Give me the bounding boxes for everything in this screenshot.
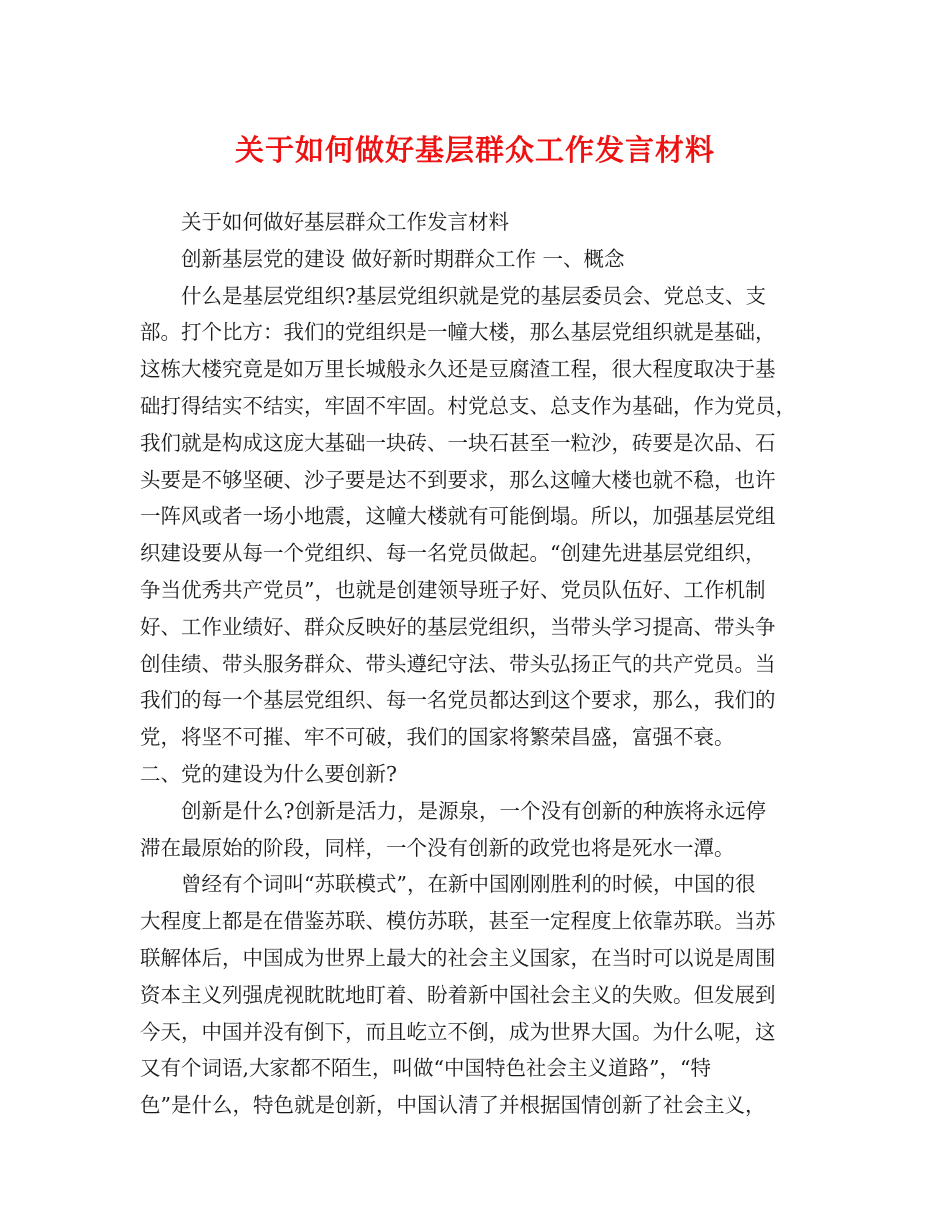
- body-line: 部。打个比方：我们的党组织是一幢大楼，那么基层党组织就是基础，: [140, 320, 776, 345]
- body-line: 争当优秀共产党员”，也就是创建领导班子好、党员队伍好、工作机制: [140, 577, 766, 602]
- body-line: 又有个词语,大家都不陌生，叫做“中国特色社会主义道路”，“特: [140, 1056, 711, 1081]
- body-line: 础打得结实不结实，牢固不牢固。村党总支、总支作为基础，作为党员，: [140, 393, 796, 418]
- body-line: 滞在最原始的阶段，同样，一个没有创新的政党也将是死水一潭。: [140, 835, 735, 860]
- body-line: 什么是基层党组织?基层党组织就是党的基层委员会、党总支、支: [181, 283, 766, 308]
- body-line: 织建设要从每一个党组织、每一名党员做起。“创建先进基层党组织，: [140, 541, 766, 566]
- body-line: 创新基层党的建设 做好新时期群众工作 一、概念: [181, 246, 625, 271]
- body-line: 关于如何做好基层群众工作发言材料: [181, 210, 509, 234]
- body-line: 联解体后，中国成为世界上最大的社会主义国家，在当时可以说是周围: [140, 945, 776, 970]
- body-line: 资本主义列强虎视眈眈地盯着、盼着新中国社会主义的失败。但发展到: [140, 982, 776, 1007]
- body-line: 好、工作业绩好、群众反映好的基层党组织，当带头学习提高、带头争: [140, 614, 776, 639]
- body-line: 一阵风或者一场小地震，这幢大楼就有可能倒塌。所以，加强基层党组: [140, 504, 776, 529]
- body-line: 我们就是构成这庞大基础一块砖、一块石甚至一粒沙，砖要是次品、石: [140, 430, 776, 455]
- body-line: 色”是什么，特色就是创新，中国认清了并根据国情创新了社会主义，: [140, 1093, 766, 1118]
- body-line: 我们的每一个基层党组织、每一名党员都达到这个要求，那么，我们的: [140, 688, 776, 713]
- body-line: 头要是不够坚硬、沙子要是达不到要求，那么这幢大楼也就不稳，也许: [140, 467, 776, 492]
- body-line: 这栋大楼究竟是如万里长城般永久还是豆腐渣工程，很大程度取决于基: [140, 357, 776, 382]
- document-body: [140, 204, 826, 1124]
- body-line: 今天，中国并没有倒下，而且屹立不倒，成为世界大国。为什么呢，这: [140, 1019, 776, 1044]
- body-line: 二、党的建设为什么要创新?: [140, 761, 397, 786]
- body-line: 党，将坚不可摧、牢不可破，我们的国家将繁荣昌盛，富强不衰。: [140, 725, 735, 750]
- body-line: 创佳绩、带头服务群众、带头遵纪守法、带头弘扬正气的共产党员。当: [140, 651, 776, 676]
- document-title: 关于如何做好基层群众工作发言材料: [234, 133, 715, 167]
- body-line: 创新是什么?创新是活力，是源泉，一个没有创新的种族将永远停: [181, 798, 766, 823]
- body-line: 曾经有个词叫“苏联模式”，在新中国刚刚胜利的时候，中国的很: [181, 872, 756, 897]
- body-line: 大程度上都是在借鉴苏联、模仿苏联，甚至一定程度上依靠苏联。当苏: [140, 909, 776, 934]
